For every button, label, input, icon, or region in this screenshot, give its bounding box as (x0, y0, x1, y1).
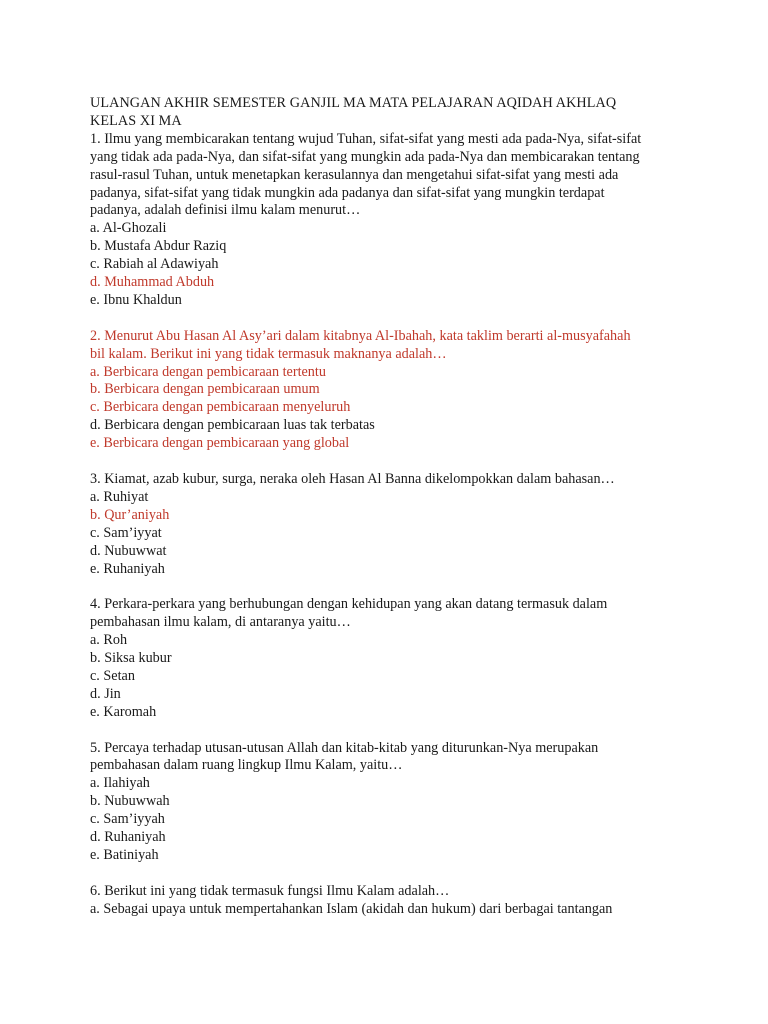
question-5-text-line: 5. Percaya terhadap utusan-utusan Allah dan kitab-kitab yang diturunkan-Nya merupakan (90, 739, 599, 756)
question-4-text-line: 4. Perkara-perkara yang berhubungan dengan kehidupan yang akan datang termasuk dalam (90, 596, 608, 613)
question-2-option-c-answer: c. Berbicara dengan pembicaraan menyeluruh (90, 399, 351, 416)
question-1-option-d-answer: d. Muhammad Abduh (90, 274, 215, 291)
exam-title-line-2: KELAS XI MA (90, 112, 182, 129)
question-1-text-line: padanya, adalah definisi ilmu kalam menurut… (90, 202, 361, 219)
question-4 (90, 596, 730, 721)
question-3-text-line: 3. Kiamat, azab kubur, surga, neraka oleh Hasan Al Banna dikelompokkan dalam bahasan… (90, 471, 615, 487)
question-2-option-a-answer: a. Berbicara dengan pembicaraan tertentu (90, 363, 326, 380)
question-4-option-a: a. Roh (90, 632, 128, 649)
question-2-text-line: 2. Menurut Abu Hasan Al Asy’ari dalam kitabnya Al-Ibahah, kata taklim berarti al-musyafahah (90, 327, 631, 344)
question-4-option-e: e. Karomah (90, 703, 157, 720)
question-1-option-c: c. Rabiah al Adawiyah (90, 256, 219, 273)
question-6-option-a: a. Sebagai upaya untuk mempertahankan Islam (akidah dan hukum) dari berbagai tantangan (90, 900, 613, 917)
spacer (90, 865, 730, 883)
question-5-text-line: pembahasan dalam ruang lingkup Ilmu Kalam, yaitu… (90, 757, 403, 774)
spacer (90, 722, 730, 740)
question-5-option-a: a. Ilahiyah (90, 775, 150, 792)
spacer (90, 453, 730, 471)
question-1-option-a: a. Al-Ghozali (90, 220, 167, 237)
question-1 (90, 131, 730, 310)
question-3-option-e: e. Ruhaniyah (90, 560, 165, 577)
question-1-text-line: 1. Ilmu yang membicarakan tentang wujud Tuhan, sifat-sifat yang mesti ada pada-Nya, sifat-sifat (90, 130, 642, 147)
question-2-option-e-answer: e. Berbicara dengan pembicaraan yang global (90, 435, 350, 452)
question-5-option-e: e. Batiniyah (90, 847, 159, 863)
spacer (90, 578, 730, 596)
question-3-option-d: d. Nubuwwat (90, 542, 167, 559)
question-3-option-a: a. Ruhiyat (90, 488, 149, 505)
question-5 (90, 740, 730, 865)
exam-title-line-1: ULANGAN AKHIR SEMESTER GANJIL MA MATA PELAJARAN AQIDAH AKHLAQ (90, 95, 617, 111)
question-2 (90, 328, 730, 453)
spacer (90, 310, 730, 328)
question-5-option-b: b. Nubuwwah (90, 793, 170, 810)
question-3 (90, 471, 730, 578)
question-4-option-c: c. Setan (90, 667, 135, 684)
question-5-option-c: c. Sam’iyyah (90, 811, 165, 828)
question-2-text-line: bil kalam. Berikut ini yang tidak termasuk maknanya adalah… (90, 345, 447, 362)
question-2-option-d: d. Berbicara dengan pembicaraan luas tak terbatas (90, 417, 375, 434)
question-6-text-line: 6. Berikut ini yang tidak termasuk fungsi Ilmu Kalam adalah… (90, 882, 450, 899)
question-1-text-line: rasul-rasul Tuhan, untuk menetapkan kerasulannya dan mengetahui sifat-sifat yang mesti ada (90, 166, 619, 183)
exam-document (90, 95, 730, 919)
question-1-option-e: e. Ibnu Khaldun (90, 291, 182, 308)
question-4-option-b: b. Siksa kubur (90, 650, 172, 667)
question-4-option-d: d. Jin (90, 685, 121, 702)
question-6 (90, 883, 730, 919)
question-3-option-c: c. Sam’iyyat (90, 524, 162, 541)
question-3-option-b-answer: b. Qur’aniyah (90, 506, 170, 523)
question-1-text-line: yang tidak ada pada-Nya, dan sifat-sifat yang mungkin ada pada-Nya dan membicarakan tentang (90, 148, 640, 165)
question-5-option-d: d. Ruhaniyah (90, 829, 166, 846)
question-2-option-b-answer: b. Berbicara dengan pembicaraan umum (90, 381, 320, 398)
question-1-text-line: padanya, sifat-sifat yang tidak mungkin ada padanya dan sifat-sifat yang mungkin terdapat (90, 184, 605, 201)
question-4-text-line: pembahasan ilmu kalam, di antaranya yaitu… (90, 614, 351, 631)
question-1-option-b: b. Mustafa Abdur Raziq (90, 238, 227, 255)
